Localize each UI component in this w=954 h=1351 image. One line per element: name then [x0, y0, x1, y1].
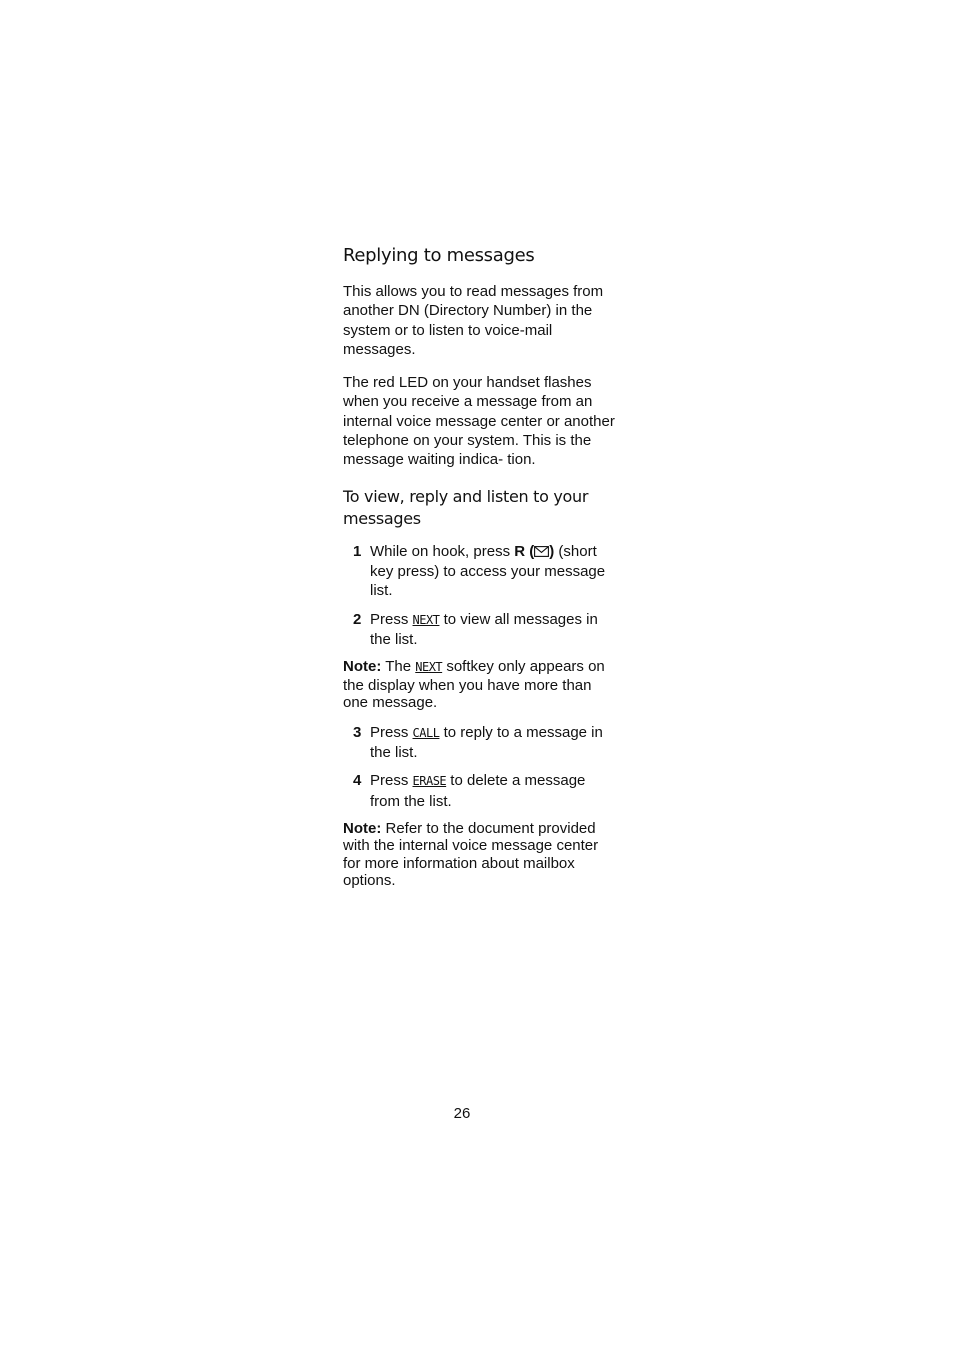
- next-softkey: NEXT: [415, 660, 443, 675]
- next-softkey: NEXT: [412, 612, 440, 627]
- step-3: [343, 723, 618, 763]
- r-key-close: ): [549, 542, 555, 560]
- step-number: 2: [353, 610, 362, 628]
- erase-softkey: ERASE: [412, 774, 447, 789]
- step-4: [343, 771, 618, 811]
- note-text: Refer to the document provided with the internal voice message center for more information about mailbox options.: [343, 819, 599, 890]
- step-text-after: to delete a message from the list.: [370, 772, 586, 810]
- intro-paragraph-1: This allows you to read messages from another DN (Directory Number) in the system or to listen to voice-mail messages.: [343, 283, 604, 358]
- step-text-before: While on hook, press: [370, 542, 515, 560]
- step-2: [343, 610, 618, 650]
- step-text-before: Press: [370, 772, 413, 790]
- step-text-before: Press: [370, 610, 413, 628]
- step-text-after: (short key press) to access your message list.: [370, 542, 606, 600]
- note-label: Note:: [343, 819, 382, 837]
- call-softkey: CALL: [412, 725, 440, 740]
- section-title: Replying to messages: [343, 245, 535, 266]
- step-number: 3: [353, 723, 362, 741]
- step-text-after: to view all messages in the list.: [370, 610, 598, 648]
- note-text-after: softkey only appears on the display when you have more than one message.: [343, 658, 605, 712]
- r-key-label: R (: [514, 542, 535, 560]
- envelope-icon: [534, 543, 549, 562]
- step-1: [343, 542, 618, 601]
- step-text-after: to reply to a message in the list.: [370, 723, 603, 761]
- intro-paragraph-2: The red LED on your handset flashes when you receive a message from an internal voice message center or another telephone on your system. This is the message waiting indica- tion.: [343, 374, 615, 469]
- note-label: Note:: [343, 658, 382, 676]
- page-content: [343, 244, 618, 901]
- step-text-before: Press: [370, 723, 413, 741]
- step-number: 4: [353, 772, 362, 790]
- step-number: 1: [353, 542, 362, 560]
- note-next-softkey: [343, 658, 618, 712]
- subsection-title: To view, reply and listen to your messages: [343, 486, 589, 528]
- note-text-before: The: [381, 658, 416, 676]
- page-number: 26: [453, 1105, 471, 1122]
- note-mailbox-options: [343, 820, 618, 890]
